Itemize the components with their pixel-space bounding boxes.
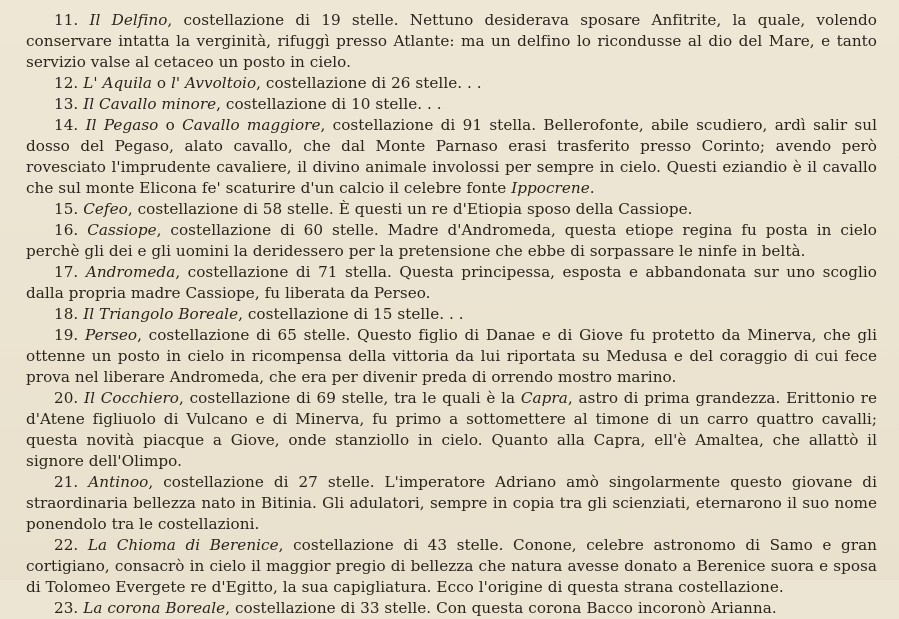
entry-12 (26, 73, 877, 94)
constellation-name: Cefeo (83, 200, 128, 218)
constellation-name: Perseo (85, 326, 138, 344)
entry-text: , costellazione di 69 stelle, tra le quali è la (179, 389, 521, 407)
entry-number: 22. (54, 536, 79, 554)
entry-number: 21. (54, 473, 79, 491)
constellation-name: L' Aquila (83, 74, 152, 92)
entry-text: , costellazione di 19 stelle. Nettuno desiderava sposare Anfitrite, la quale, volendo conservare intatta la verginità, rifuggì presso Atlante: ma un delfino lo ricondusse al dio del Mare, e tanto servizio valse al cetaceo un posto in cielo. (26, 11, 877, 71)
entry-number: 23. (54, 599, 79, 617)
constellation-name: La corona Boreale (83, 599, 226, 617)
entry-13 (26, 94, 877, 115)
constellation-name: Il Triangolo Boreale (83, 305, 239, 323)
constellation-name: Il Cocchiero (84, 389, 179, 407)
entry-18 (26, 304, 877, 325)
entry-number: 15. (54, 200, 79, 218)
constellation-name: Il Pegaso (85, 116, 159, 134)
constellation-name: La Chioma di Berenice (87, 536, 279, 554)
entry-text: , costellazione di 60 stelle. Madre d'Andromeda, questa etiope regina fu posta in cielo perchè gli dei e gli uomini la deridessero per la pretensione che ebbe di sorpassare le ninfe in beltà. (26, 221, 877, 260)
entry-text: , costellazione di 10 stelle. . . (216, 95, 442, 113)
star-name: Capra (520, 389, 568, 407)
entry-number: 19. (54, 326, 79, 344)
entry-text: o (151, 74, 171, 92)
entry-text: . (589, 179, 595, 197)
entry-number: 14. (54, 116, 79, 134)
entry-number: 16. (54, 221, 79, 239)
constellation-alt-name: l' Avvoltoio (170, 74, 257, 92)
entry-number: 18. (54, 305, 79, 323)
entry-number: 17. (54, 263, 79, 281)
entry-16 (26, 220, 877, 262)
constellation-alt-name: Cavallo maggiore (182, 116, 321, 134)
constellation-name: Antinoo (88, 473, 149, 491)
entry-text: , costellazione di 15 stelle. . . (238, 305, 464, 323)
entry-text: , costellazione di 71 stella. Questa principessa, esposta e abbandonata sur uno scoglio dalla propria madre Cassiope, fu liberata da Perseo. (26, 263, 877, 302)
entry-number: 12. (54, 74, 79, 92)
constellation-name: Cassiope (87, 221, 157, 239)
entry-text: , costellazione di 58 stelle. È questi un re d'Etiopia sposo della Cassiope. (127, 200, 693, 218)
entry-text: o (158, 116, 183, 134)
constellation-name: Il Cavallo minore (83, 95, 217, 113)
entry-text: , costellazione di 33 stelle. Con questa corona Bacco incoronò Arianna. (225, 599, 777, 617)
entry-text: , costellazione di 26 stelle. . . (256, 74, 482, 92)
entry-text: , astro di prima grandezza. Erittonio re d'Atene figliuolo di Vulcano e di Minerva, fu primo a sottomettere al timone di un carro quattro cavalli; questa novità piacque a Giove, onde stanziollo in cielo. Quanto alla Capra, ell'è Amaltea, che allattò il signore dell'Olimpo. (26, 389, 877, 470)
italic-term: Ippocrene (511, 179, 590, 197)
entry-text: , costellazione di 43 stelle. Conone, celebre astronomo di Samo e gran cortigiano, consacrò in cielo il maggior pregio di bellezza che natura avesse donato a Berenice suora e sposa di Tolomeo Evergete re d'Egitto, la sua capigliatura. Ecco l'origine di questa strana costellazione. (26, 536, 878, 596)
entry-number: 20. (54, 389, 79, 407)
entry-19 (26, 325, 877, 388)
entry-22 (26, 535, 877, 598)
constellation-name: Andromeda (85, 263, 176, 281)
entry-11 (26, 10, 877, 73)
entry-text: , costellazione di 65 stelle. Questo figlio di Danae e di Giove fu protetto da Minerva, che gli ottenne un posto in cielo in ricompensa della vittoria da lui riportata su Medusa e del coraggio di cui fece prova nel liberare Andromeda, che era per divenir preda di orrendo mostro marino. (26, 326, 878, 386)
entry-21 (26, 472, 877, 535)
entry-20 (26, 388, 877, 472)
entry-17 (26, 262, 877, 304)
entry-text: , costellazione di 27 stelle. L'imperatore Adriano amò singolarmente questo giovane di straordinaria bellezza nato in Bitinia. Gli adulatori, sempre in copia tra gli scienziati, eternarono il suo nome ponendolo tra le costellazioni. (26, 473, 877, 533)
entry-number: 11. (54, 11, 79, 29)
entry-23 (26, 598, 877, 619)
entry-14 (26, 115, 877, 199)
constellation-name: Il Delfino (89, 11, 168, 29)
entry-15 (26, 199, 877, 220)
entry-number: 13. (54, 95, 79, 113)
entry-text: , costellazione di 91 stella. Bellerofonte, abile scudiero, ardì salir sul dosso del Pegaso, alato cavallo, che dal Monte Parnaso erasi trasferito presso Corinto; avendo però rovesciato l'imprudente cavaliere, il divino animale involossi per sempre in cielo. Questi eziandio è il cavallo che sul monte Elicona fe' scaturire d'un calcio il celebre fonte (26, 116, 878, 197)
